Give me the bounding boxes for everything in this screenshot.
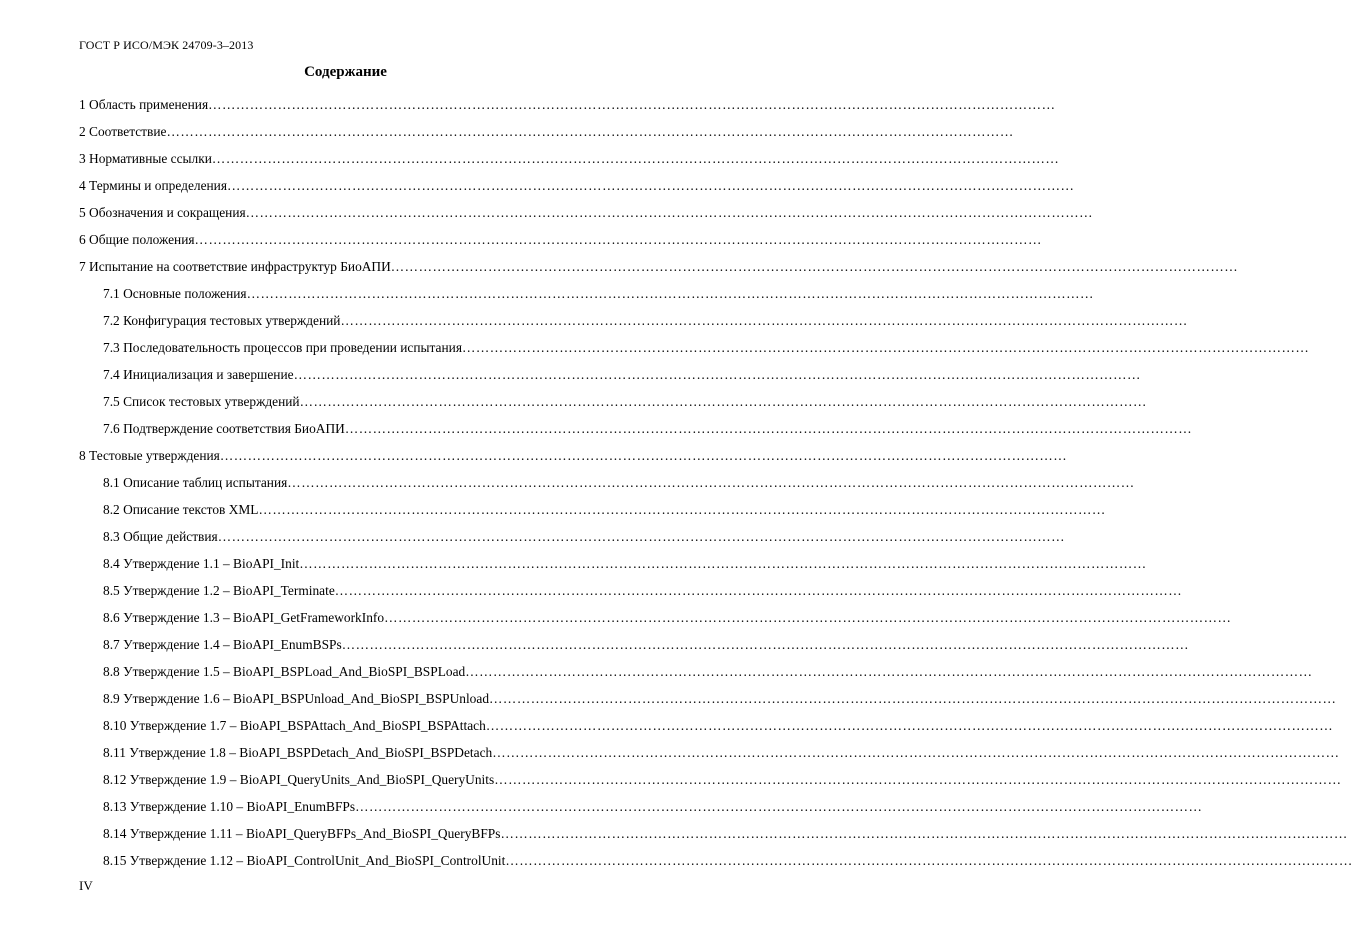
toc-entry-line [79, 176, 1075, 196]
toc-entry-line [79, 446, 1068, 466]
toc-entry-line [79, 122, 1014, 142]
toc-entry-label: 7.2 Конфигурация тестовых утверждений [103, 313, 341, 328]
dot-leader: ………………………………………………………………………………………………………………………………………………………………… [334, 583, 1183, 598]
dot-leader: ………………………………………………………………………………………………………………………………………………………………… [344, 421, 1193, 436]
toc-entry-label: 2 Соответствие [79, 124, 167, 139]
toc-entry-line [79, 203, 1093, 223]
toc-entry-line [79, 230, 1042, 250]
toc-entry-label: 7 Испытание на соответствие инфраструктур БиоАПИ [79, 259, 391, 274]
toc-entry[interactable] [0, 122, 1014, 149]
toc-entry[interactable] [0, 635, 1190, 662]
toc-entry-label: 8.8 Утверждение 1.5 – BioAPI_BSPLoad_And_BioSPI_BSPLoad [103, 664, 466, 679]
toc-entry[interactable] [0, 338, 1310, 365]
dot-leader: ………………………………………………………………………………………………………………………………………………………………… [384, 610, 1232, 625]
toc-entry-label: 8.6 Утверждение 1.3 – BioAPI_GetFrameworkInfo [103, 610, 385, 625]
toc-entry[interactable] [0, 446, 1068, 473]
toc-entry-label: 1 Область применения [79, 97, 209, 112]
dot-leader: ………………………………………………………………………………………………………………………………………………………………… [494, 772, 1342, 787]
toc-entry-label: 8.2 Описание текстов XML [103, 502, 259, 517]
toc-entry-label: 7.4 Инициализация и завершение [103, 367, 294, 382]
dot-leader: ………………………………………………………………………………………………………………………………………………………………… [492, 745, 1340, 760]
dot-leader: ………………………………………………………………………………………………………………………………………………………………… [355, 799, 1203, 814]
dot-leader: ………………………………………………………………………………………………………………………………………………………………… [166, 124, 1014, 139]
toc-entry[interactable] [0, 230, 1042, 257]
toc-entry-line [103, 311, 1188, 331]
dot-leader: ………………………………………………………………………………………………………………………………………………………………… [245, 205, 1093, 220]
document-header: ГОСТ Р ИСО/МЭК 24709-3–2013 [79, 38, 254, 52]
toc-entry[interactable] [0, 365, 1141, 392]
toc-entry[interactable] [0, 311, 1188, 338]
toc-entry-label: 8.14 Утверждение 1.11 – BioAPI_QueryBFPs_And_BioSPI_QueryBFPs [103, 826, 501, 841]
dot-leader: ………………………………………………………………………………………………………………………………………………………………… [299, 556, 1147, 571]
toc-entry[interactable] [0, 716, 1334, 743]
toc-entry[interactable] [0, 662, 1313, 689]
toc-entry[interactable] [0, 797, 1203, 824]
toc-entry[interactable] [0, 95, 1056, 122]
toc-entry-label: 7.1 Основные положения [103, 286, 247, 301]
toc-entry[interactable] [0, 392, 1147, 419]
dot-leader: ………………………………………………………………………………………………………………………………………………………………… [208, 97, 1056, 112]
toc-entry[interactable] [0, 149, 1060, 176]
toc-entry-line [103, 851, 1353, 871]
dot-leader: ………………………………………………………………………………………………………………………………………………………………… [299, 394, 1147, 409]
toc-entry-line [103, 527, 1066, 547]
toc-entry-line [103, 689, 1337, 709]
toc-entry-line [79, 149, 1060, 169]
toc-entry[interactable] [0, 824, 1348, 851]
dot-leader: ………………………………………………………………………………………………………………………………………………………………… [246, 286, 1094, 301]
toc-entry-label: 3 Нормативные ссылки [79, 151, 212, 166]
toc-entry-label: 4 Термины и определения [79, 178, 228, 193]
toc-entry-line [103, 581, 1183, 601]
toc-entry-label: 7.5 Список тестовых утверждений [103, 394, 300, 409]
toc-entry-label: 8.13 Утверждение 1.10 – BioAPI_EnumBFPs [103, 799, 356, 814]
dot-leader: ………………………………………………………………………………………………………………………………………………………………… [293, 367, 1141, 382]
toc-entry-line [79, 257, 1239, 277]
toc-entry[interactable] [0, 851, 1353, 878]
dot-leader: ………………………………………………………………………………………………………………………………………………………………… [227, 178, 1075, 193]
toc-entry-label: 6 Общие положения [79, 232, 195, 247]
dot-leader: ………………………………………………………………………………………………………………………………………………………………… [258, 502, 1106, 517]
dot-leader: ………………………………………………………………………………………………………………………………………………………………… [489, 691, 1337, 706]
toc-entry-label: 8.1 Описание таблиц испытания [103, 475, 288, 490]
toc-entry-label: 8.4 Утверждение 1.1 – BioAPI_Init [103, 556, 300, 571]
toc-entry-line [103, 284, 1094, 304]
toc-entry[interactable] [0, 203, 1093, 230]
toc-entry-line [103, 662, 1313, 682]
toc-entry[interactable] [0, 581, 1183, 608]
toc-entry[interactable] [0, 500, 1106, 527]
toc-entry[interactable] [0, 257, 1239, 284]
toc-entry[interactable] [0, 608, 1232, 635]
toc-entry[interactable] [0, 284, 1094, 311]
dot-leader: ………………………………………………………………………………………………………………………………………………………………… [219, 448, 1068, 463]
toc-entry-line [103, 797, 1203, 817]
toc-entry[interactable] [0, 743, 1340, 770]
toc-entry-line [103, 554, 1147, 574]
dot-leader: ………………………………………………………………………………………………………………………………………………………………… [287, 475, 1135, 490]
toc-entry-line [103, 392, 1147, 412]
toc-entry-line [103, 743, 1340, 763]
toc-entry-label: 8.10 Утверждение 1.7 – BioAPI_BSPAttach_And_BioSPI_BSPAttach [103, 718, 486, 733]
toc-entry-label: 8.11 Утверждение 1.8 – BioAPI_BSPDetach_And_BioSPI_BSPDetach [103, 745, 493, 760]
toc-entry-line [103, 770, 1342, 790]
dot-leader: ………………………………………………………………………………………………………………………………………………………………… [465, 664, 1313, 679]
dot-leader: ………………………………………………………………………………………………………………………………………………………………… [505, 853, 1353, 868]
dot-leader: ………………………………………………………………………………………………………………………………………………………………… [461, 340, 1310, 355]
dot-leader: ………………………………………………………………………………………………………………………………………………………………… [217, 529, 1066, 544]
dot-leader: ………………………………………………………………………………………………………………………………………………………………… [390, 259, 1239, 274]
toc-entry-line [103, 824, 1348, 844]
toc-entry-line [103, 338, 1310, 358]
dot-leader: ………………………………………………………………………………………………………………………………………………………………… [485, 718, 1334, 733]
toc-entry-line [103, 365, 1141, 385]
table-of-contents [0, 95, 1353, 878]
toc-entry[interactable] [0, 689, 1337, 716]
dot-leader: ………………………………………………………………………………………………………………………………………………………………… [500, 826, 1348, 841]
toc-entry-line [103, 635, 1190, 655]
toc-entry-line [103, 716, 1334, 736]
page-number: IV [79, 878, 93, 893]
toc-entry[interactable] [0, 473, 1135, 500]
dot-leader: ………………………………………………………………………………………………………………………………………………………………… [194, 232, 1042, 247]
toc-entry[interactable] [0, 554, 1147, 581]
toc-entry-label: 8.15 Утверждение 1.12 – BioAPI_ControlUnit_And_BioSPI_ControlUnit [103, 853, 506, 868]
toc-entry-label: 8.3 Общие действия [103, 529, 218, 544]
toc-entry-line [103, 419, 1193, 439]
toc-entry-line [79, 95, 1056, 115]
toc-entry[interactable] [0, 419, 1193, 446]
page-title: Содержание [304, 64, 387, 80]
toc-entry-label: 8 Тестовые утверждения [79, 448, 220, 463]
toc-entry[interactable] [0, 770, 1342, 797]
toc-entry-label: 8.7 Утверждение 1.4 – BioAPI_EnumBSPs [103, 637, 342, 652]
toc-entry-label: 8.5 Утверждение 1.2 – BioAPI_Terminate [103, 583, 335, 598]
toc-entry-line [103, 473, 1135, 493]
toc-entry-label: 8.9 Утверждение 1.6 – BioAPI_BSPUnload_And_BioSPI_BSPUnload [103, 691, 490, 706]
dot-leader: ………………………………………………………………………………………………………………………………………………………………… [340, 313, 1188, 328]
toc-entry-line [103, 608, 1232, 628]
toc-entry-label: 8.12 Утверждение 1.9 – BioAPI_QueryUnits_And_BioSPI_QueryUnits [103, 772, 495, 787]
toc-entry-label: 7.3 Последовательность процессов при проведении испытания [103, 340, 462, 355]
dot-leader: ………………………………………………………………………………………………………………………………………………………………… [211, 151, 1060, 166]
dot-leader: ………………………………………………………………………………………………………………………………………………………………… [341, 637, 1190, 652]
toc-entry-label: 7.6 Подтверждение соответствия БиоАПИ [103, 421, 345, 436]
toc-entry[interactable] [0, 176, 1075, 203]
toc-entry[interactable] [0, 527, 1066, 554]
toc-entry-label: 5 Обозначения и сокращения [79, 205, 246, 220]
toc-entry-line [103, 500, 1106, 520]
